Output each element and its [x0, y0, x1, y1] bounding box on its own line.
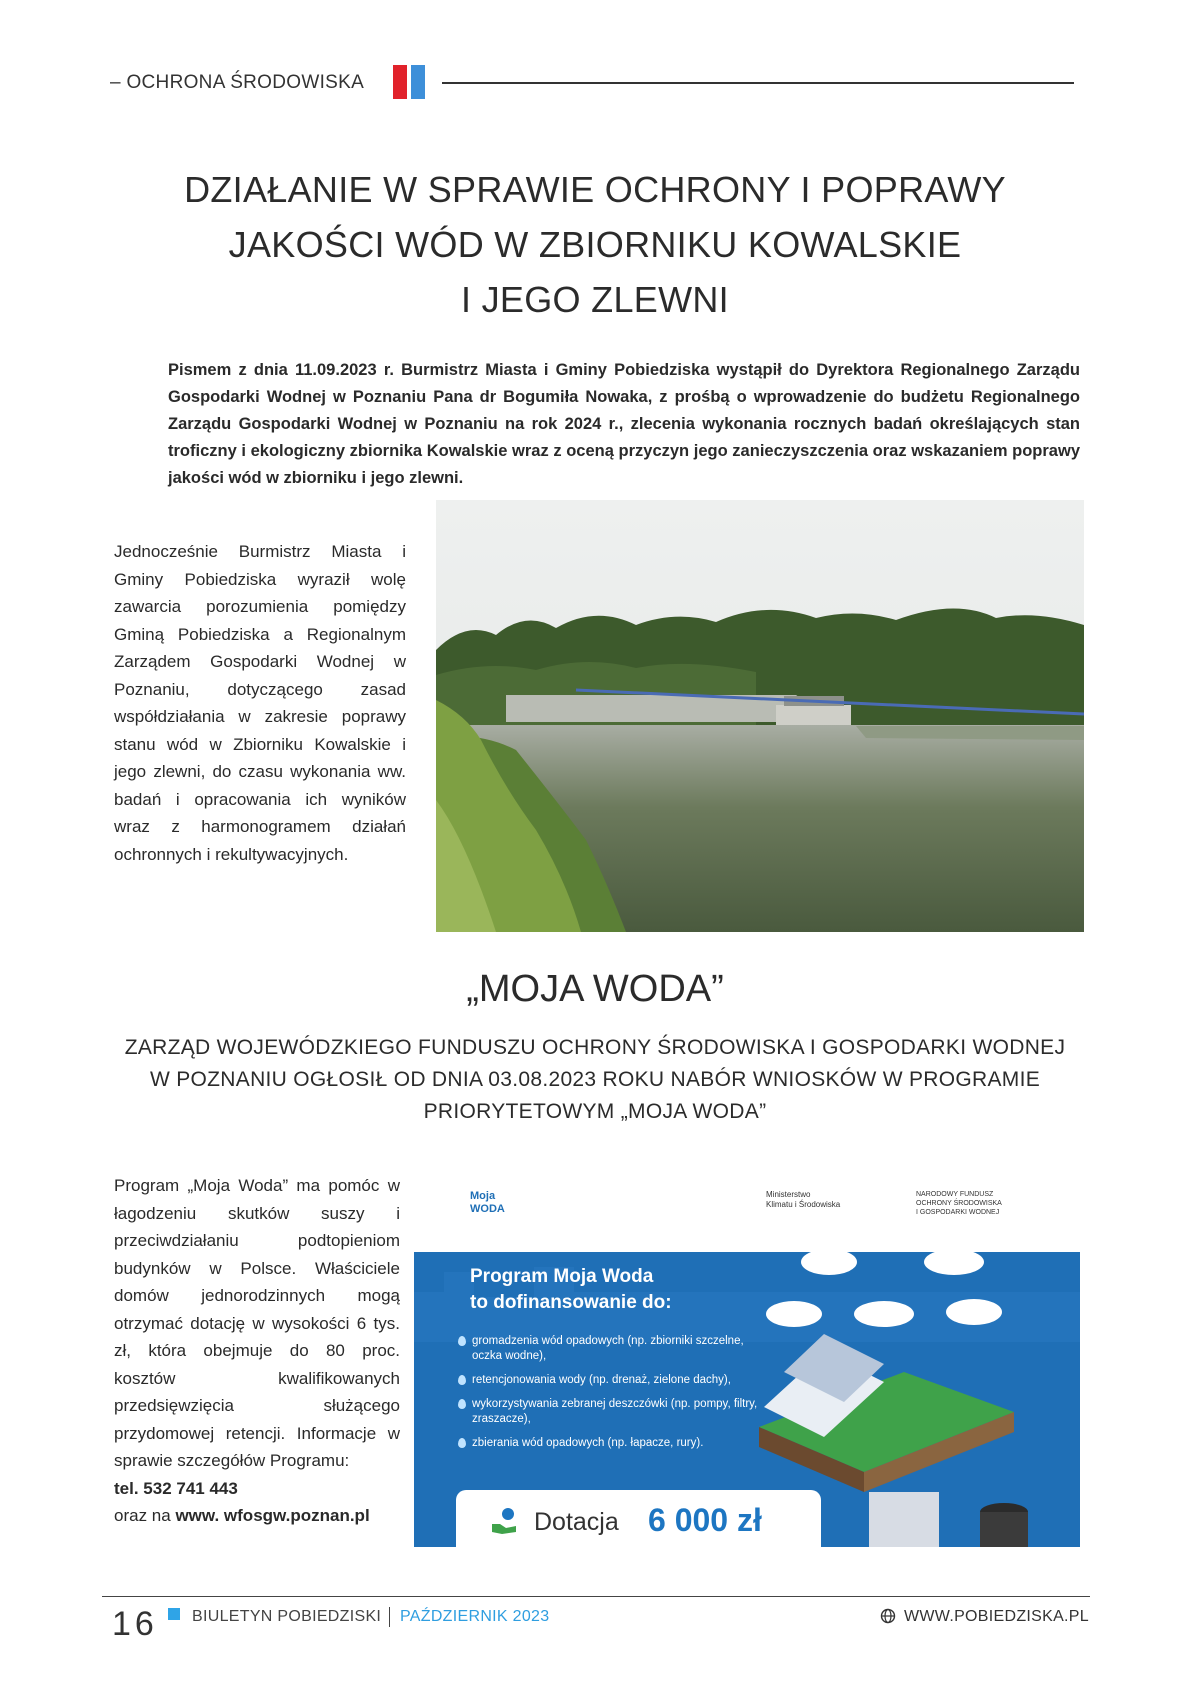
program-website-link[interactable]: www. wfosgw.poznan.pl	[175, 1506, 370, 1525]
logo-line: WODA	[470, 1203, 505, 1215]
fund-line: NARODOWY FUNDUSZ	[916, 1191, 994, 1198]
list-item: zbierania wód opadowych (np. łapacze, rury).	[458, 1436, 758, 1451]
moja-woda-infographic	[414, 1172, 1080, 1547]
issue-date: PAŹDZIERNIK 2023	[400, 1608, 550, 1625]
red-flag-bar	[393, 65, 407, 99]
title-line: DZIAŁANIE W SPRAWIE OCHRONY I POPRAWY	[184, 169, 1006, 210]
heading-line: Program Moja Woda	[470, 1266, 654, 1287]
fund-logo	[916, 1190, 1002, 1217]
publication-name: BIULETYN POBIEDZISKI	[192, 1608, 382, 1625]
list-item: retencjonowania wody (np. drenaż, zielone dachy),	[458, 1373, 758, 1388]
reservoir-photo	[436, 500, 1084, 932]
website-prefix: oraz na	[114, 1506, 176, 1525]
fund-line: I GOSPODARKI WODNEJ	[916, 1209, 1000, 1216]
heading-line: to dofinansowanie do:	[470, 1292, 672, 1313]
title-line: I JEGO ZLEWNI	[461, 279, 729, 320]
moja-woda-logo	[470, 1190, 505, 1216]
footer-divider	[102, 1596, 1090, 1597]
ministry-logo	[766, 1190, 840, 1210]
moja-woda-body-text: Program „Moja Woda” ma pomóc w łagodzeniu skutków suszy i przeciwdziałaniu podtopieniom budynków w Polsce. Właściciele domów jednorodzinnych mogą otrzymać dotację w wysokości 6 tys. zł, która obejmuje do 80 proc. kosztów kwalifikowanych przedsięwzięcia służącego przydomowej retencji. Informacje w sprawie szczegółów Programu:	[114, 1176, 400, 1470]
list-item: wykorzystywania zebranej deszczówki (np. pompy, filtry, zraszacze),	[458, 1397, 758, 1427]
logo-line: Moja	[470, 1190, 496, 1202]
article-lead: Pismem z dnia 11.09.2023 r. Burmistrz Miasta i Gminy Pobiedziska wystąpił do Dyrektora Regionalnego Zarządu Gospodarki Wodnej w Poznaniu Pana dr Bogumiła Nowaka, z prośbą o wprowadzenie do budżetu Regionalnego Zarządu Gospodarki Wodnej w Poznaniu na rok 2024 r., zlecenia wykonania rocznych badań określających stan troficzny i ekologiczny zbiornika Kowalskie wraz z oceną przyczyn jego zanieczyszczenia oraz wskazaniem poprawy jakości wód w zbiorniku i jego zlewni.	[168, 361, 1080, 487]
subtitle-line: ZARZĄD WOJEWÓDZKIEGO FUNDUSZU OCHRONY ŚRODOWISKA I GOSPODARKI WODNEJ	[124, 1036, 1066, 1059]
funding-list	[458, 1334, 758, 1460]
ministry-line: Ministerstwo	[766, 1190, 811, 1199]
subtitle-line: PRIORYTETOWYM „MOJA WODA”	[423, 1100, 767, 1123]
ministry-line: Klimatu i Środowiska	[766, 1200, 841, 1209]
article-title	[130, 162, 1060, 327]
footer-separator	[389, 1607, 390, 1627]
contact-phone: tel. 532 741 443	[114, 1478, 238, 1498]
dotacja-label: Dotacja	[534, 1508, 619, 1536]
moja-woda-body	[114, 1172, 400, 1530]
page-number: 16	[112, 1605, 158, 1643]
moja-woda-subtitle	[120, 1032, 1070, 1128]
infographic-heading	[470, 1264, 672, 1316]
section-label: – OCHRONA ŚRODOWISKA	[110, 72, 365, 93]
moja-woda-title: „MOJA WODA”	[466, 968, 724, 1010]
subtitle-line: W POZNANIU OGŁOSIŁ OD DNIA 03.08.2023 ROKU NABÓR WNIOSKÓW W PROGRAMIE	[149, 1068, 1041, 1091]
dotacja-box	[456, 1490, 821, 1547]
fund-line: OCHRONY ŚRODOWISKA	[916, 1200, 1002, 1207]
article-body: Jednocześnie Burmistrz Miasta i Gminy Pobiedziska wyraził wolę zawarcia porozumienia pomiędzy Gminą Pobiedziska a Regionalnym Zarządem Gospodarki Wodnej w Poznaniu, dotyczącego zasad współdziałania w zakresie poprawy stanu wód w Zbiorniku Kowalskie i jego zlewni, do czasu wykonania ww. badań i opracowania ich wyników wraz z harmonogramem działań ochronnych i rekultywacyjnych.	[114, 542, 406, 864]
website-link[interactable]: WWW.POBIEDZISKA.PL	[904, 1608, 1089, 1625]
title-line: JAKOŚCI WÓD W ZBIORNIKU KOWALSKIE	[228, 224, 962, 265]
footer-square	[168, 1608, 180, 1620]
dotacja-amount: 6 000 zł	[648, 1502, 762, 1538]
header-divider	[442, 82, 1074, 84]
list-item: gromadzenia wód opadowych (np. zbiorniki szczelne, oczka wodne),	[458, 1334, 758, 1364]
blue-flag-bar	[411, 65, 425, 99]
globe-icon	[880, 1608, 896, 1624]
infographic-logo-strip	[414, 1172, 1080, 1252]
money-hand-icon	[490, 1506, 518, 1536]
